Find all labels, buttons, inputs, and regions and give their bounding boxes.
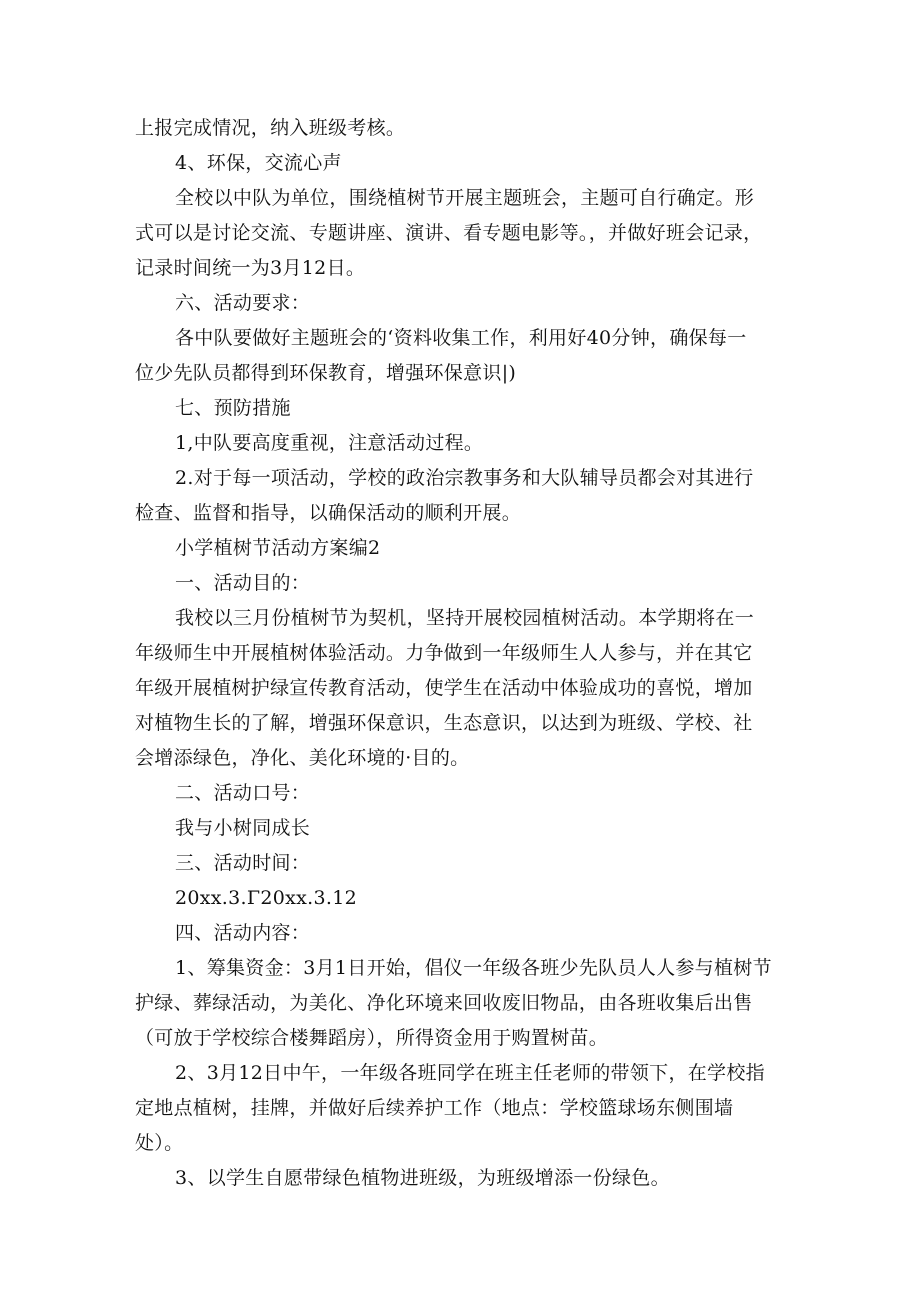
section-heading: 二、活动口号： (175, 782, 311, 804)
section-heading: 三、活动时间： (175, 852, 311, 874)
text-line: 我校以三月份植树节为契机，坚持开展校园植树活动。本学期将在一 (175, 607, 755, 629)
text-line: 各中队要做好主题班会的‘资料收集工作，利用好40分钟，确保每一 (175, 327, 747, 349)
text-line: 位少先队员都得到环保教育，增强环保意识|) (135, 362, 517, 384)
text-line: 年级开展植树护绿宣传教育活动，使学生在活动中体验成功的喜悦，增加 (135, 677, 753, 699)
text-line: 处）。 (135, 1132, 184, 1154)
slogan-text: 我与小树同成长 (175, 817, 311, 839)
text-line: 会增添绿色，净化、美化环境的·目的。 (135, 747, 470, 769)
section-heading: 七、预防措施 (175, 397, 291, 419)
section-heading: 一、活动目的： (175, 572, 311, 594)
text-line: 2.对于每一项活动，学校的政治宗教事务和大队辅导员都会对其进行 (175, 467, 754, 489)
document-title: 小学植树节活动方案编2 (175, 537, 381, 559)
text-line: 上报完成情况，纳入班级考核。 (135, 117, 406, 139)
text-line: 全校以中队为单位，围绕植树节开展主题班会，主题可自行确定。形 (175, 187, 755, 209)
text-line: 定地点植树，挂牌，并做好后续养护工作（地点：学校篮球场东侧围墙 (135, 1097, 734, 1119)
text-line: 年级师生中开展植树体验活动。力争做到一年级师生人人参与，并在其它 (135, 642, 753, 664)
text-line: 1,中队要高度重视，注意活动过程。 (175, 432, 484, 454)
text-line: 检查、监督和指导，以确保活动的顺利开展。 (135, 502, 522, 524)
text-line: 1、筹集资金：3月1日开始，倡仪一年级各班少先队员人人参与植树节 (175, 957, 772, 979)
text-line: （可放于学校综合楼舞蹈房），所得资金用于购置树苗。 (135, 1027, 609, 1049)
section-heading: 四、活动内容： (175, 922, 311, 944)
text-line: 4、环保，交流心声 (175, 152, 342, 174)
date-range-text: 20xx.3.Γ20xx.3.12 (175, 887, 358, 909)
text-line: 对植物生长的了解，增强环保意识，生态意识，以达到为班级、学校、社 (135, 712, 753, 734)
text-line: 2、3月12日中午，一年级各班同学在班主任老师的带领下，在学校指 (175, 1062, 765, 1084)
section-heading: 六、活动要求： (175, 292, 311, 314)
text-line: 3、以学生自愿带绿色植物进班级，为班级增添一份绿色。 (175, 1167, 670, 1189)
text-line: 记录时间统一为3月12日。 (135, 257, 366, 279)
text-line: 护绿、葬绿活动，为美化、净化环境来回收废旧物品，由各班收集后出售 (135, 992, 753, 1014)
text-line: 式可以是讨论交流、专题讲座、演讲、看专题电影等。，并做好班会记录， (135, 222, 763, 244)
